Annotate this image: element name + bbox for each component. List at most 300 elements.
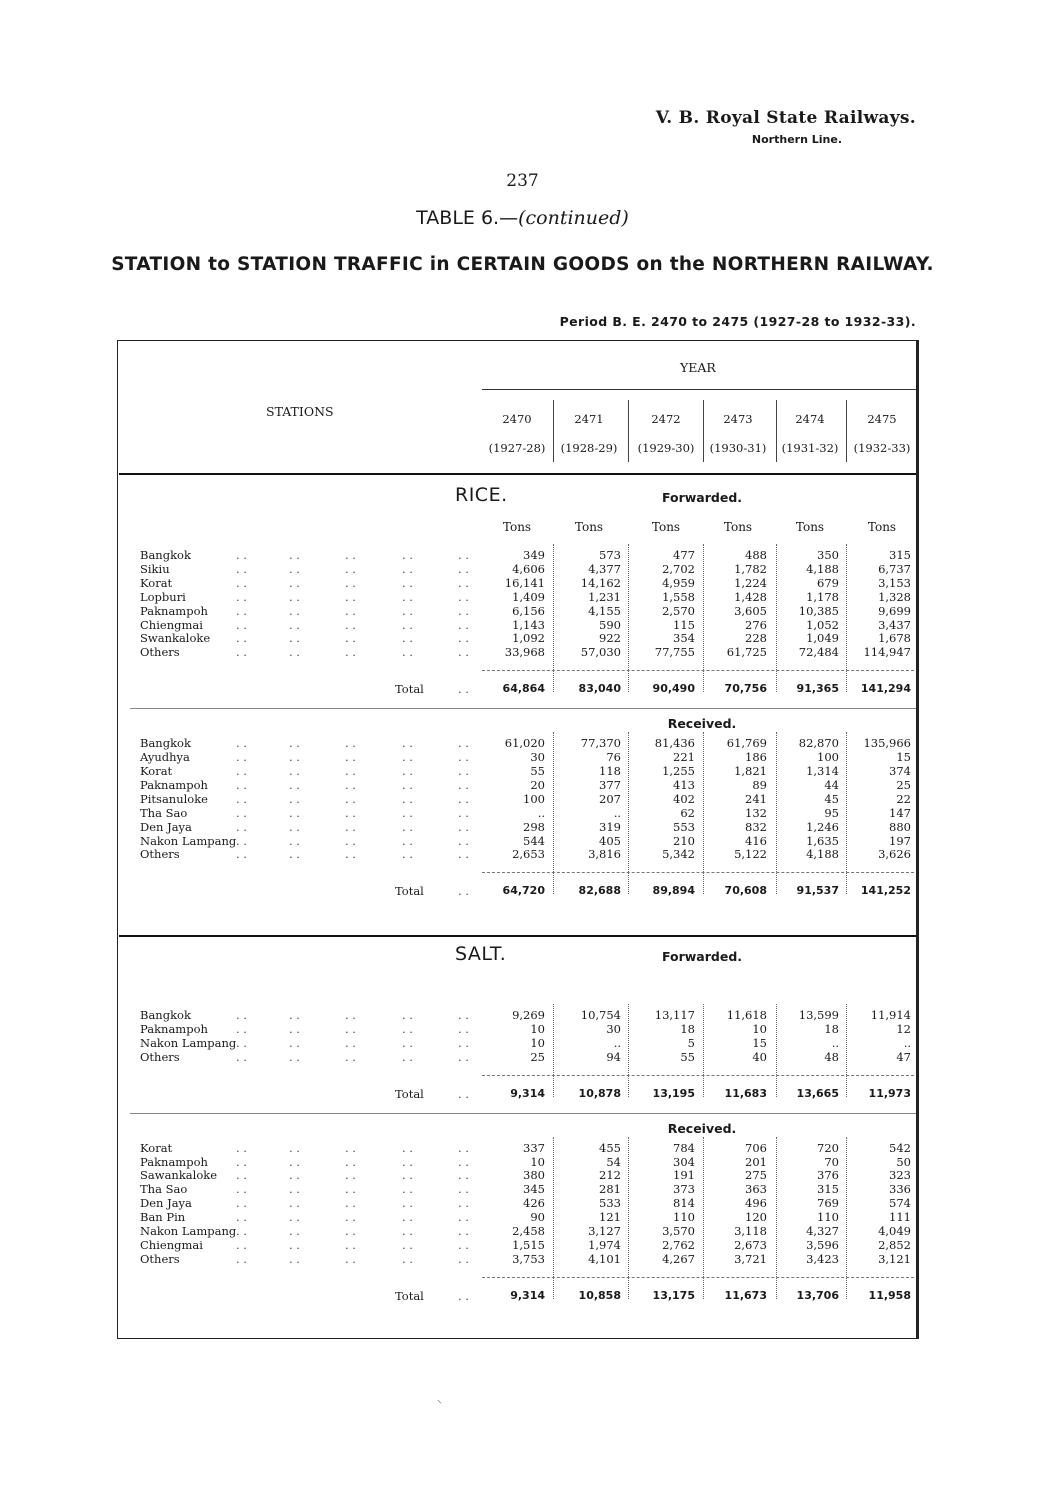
leader-dots: . . <box>402 736 413 751</box>
leader-dots: . . <box>236 1035 247 1050</box>
leader-dots: . . <box>458 1210 469 1225</box>
table-cell: 25 <box>896 777 911 792</box>
table-cell: 405 <box>599 833 621 848</box>
column-rule <box>776 732 777 894</box>
leader-dots: . . <box>289 1168 300 1183</box>
table-cell: 1,821 <box>734 764 767 778</box>
station-name: Lopburi <box>140 589 186 604</box>
table-cell: 90 <box>530 1210 545 1225</box>
station-name: Den Jaya <box>140 819 192 834</box>
total-cell: 11,683 <box>724 1086 767 1100</box>
table-cell: 201 <box>745 1154 767 1169</box>
total-cell: 9,314 <box>510 1086 545 1100</box>
leader-dots: . . <box>402 791 413 806</box>
table-cell: 4,377 <box>588 561 621 576</box>
station-name: Korat <box>140 1140 173 1155</box>
leader-dots: . . <box>236 575 247 590</box>
unit-label: Tons <box>574 520 604 534</box>
column-rule <box>628 544 629 692</box>
table-cell: 5,342 <box>662 847 695 862</box>
table-cell: 350 <box>817 548 839 562</box>
table-cell: 276 <box>745 617 767 632</box>
table-cell: 553 <box>673 819 695 834</box>
table-cell: 1,782 <box>734 561 767 576</box>
table-cell: 1,558 <box>662 589 695 604</box>
table-cell: 1,052 <box>806 617 839 632</box>
page-number: 237 <box>506 171 539 191</box>
year-ce-label: (1927-28) <box>488 441 546 455</box>
table-cell: 2,458 <box>512 1224 545 1238</box>
table-cell: 25 <box>530 1049 545 1064</box>
leader-dots: . . <box>345 1251 356 1266</box>
total-label: Total <box>395 682 424 697</box>
table-cell: 4,155 <box>588 603 621 618</box>
total-cell: 64,720 <box>502 884 545 898</box>
table-cell: 336 <box>889 1182 911 1197</box>
table-cell: 18 <box>680 1021 695 1036</box>
table-cell: 315 <box>817 1182 839 1197</box>
station-name: Korat <box>140 764 173 778</box>
table-row <box>0 736 1040 750</box>
table-cell: 11,618 <box>726 1008 767 1022</box>
leader-dots: . . <box>402 1237 413 1252</box>
leader-dots: . . <box>458 1224 469 1238</box>
table-row <box>0 1210 1040 1224</box>
table-cell: 147 <box>889 805 911 820</box>
leader-dots: . . <box>402 548 413 562</box>
table-heading-suffix: (continued) <box>518 207 629 229</box>
station-name: Swankaloke <box>140 631 211 646</box>
table-cell: 212 <box>599 1168 621 1183</box>
table-cell: 110 <box>817 1210 839 1225</box>
leader-dots: . . <box>236 1021 247 1036</box>
table-cell: 337 <box>523 1140 545 1155</box>
leader-dots: . . <box>236 833 247 848</box>
table-cell: 880 <box>889 819 911 834</box>
leader-dots: . . <box>345 1210 356 1225</box>
table-heading <box>0 207 1040 229</box>
table-cell: 18 <box>824 1021 839 1036</box>
leader-dots: . . <box>458 589 469 604</box>
table-cell: 3,570 <box>662 1224 695 1238</box>
leader-dots: . . <box>458 884 469 899</box>
table-row <box>0 1238 1040 1252</box>
leader-dots: . . <box>458 603 469 618</box>
leader-dots: . . <box>402 1224 413 1238</box>
year-column-rule <box>776 400 777 462</box>
table-row <box>0 750 1040 764</box>
block-divider <box>130 1113 916 1114</box>
table-cell: 1,314 <box>806 764 839 778</box>
table-cell: 2,653 <box>512 847 545 862</box>
table-cell: 221 <box>673 750 695 765</box>
table-cell: 4,049 <box>878 1224 911 1238</box>
leader-dots: . . <box>345 589 356 604</box>
table-cell: 6,156 <box>512 603 545 618</box>
table-cell: 10,754 <box>580 1008 621 1022</box>
leader-dots: . . <box>458 777 469 792</box>
direction-label: Received. <box>667 716 737 732</box>
table-row <box>0 618 1040 632</box>
leader-dots: . . <box>236 1251 247 1266</box>
leader-dots: . . <box>289 736 300 751</box>
table-cell: 228 <box>745 631 767 646</box>
table-row <box>0 1196 1040 1210</box>
table-cell: 20 <box>530 777 545 792</box>
commodity-label: RICE. <box>455 484 508 506</box>
leader-dots: . . <box>236 1140 247 1155</box>
table-cell: 77,755 <box>654 645 695 660</box>
railway-title: V. B. Royal State Railways. <box>655 108 916 128</box>
table-cell: 2,762 <box>662 1237 695 1252</box>
table-cell: 4,327 <box>806 1224 839 1238</box>
leader-dots: . . <box>236 1237 247 1252</box>
table-cell: 2,702 <box>662 561 695 576</box>
station-name: Pitsanuloke <box>140 791 208 806</box>
column-rule <box>703 1137 704 1299</box>
leader-dots: . . <box>236 1210 247 1225</box>
commodity-label: SALT. <box>455 943 507 965</box>
year-header: YEAR <box>680 360 716 375</box>
table-cell: 100 <box>523 791 545 806</box>
table-cell: 82,870 <box>798 736 839 751</box>
table-cell: 374 <box>889 764 911 778</box>
leader-dots: . . <box>289 819 300 834</box>
table-cell: 832 <box>745 819 767 834</box>
table-cell: 544 <box>523 833 545 848</box>
table-cell: 3,118 <box>734 1224 767 1238</box>
table-cell: 44 <box>824 777 839 792</box>
table-cell: 30 <box>606 1021 621 1036</box>
total-cell: 141,294 <box>860 682 911 696</box>
table-cell: 94 <box>606 1049 621 1064</box>
leader-dots: . . <box>402 847 413 862</box>
table-cell: 13,599 <box>798 1008 839 1022</box>
leader-dots: . . <box>458 805 469 820</box>
table-cell: 784 <box>673 1140 695 1155</box>
table-cell: 72,484 <box>798 645 839 660</box>
table-row <box>0 1008 1040 1022</box>
total-label: Total <box>395 1288 424 1303</box>
table-row <box>0 645 1040 659</box>
leader-dots: . . <box>345 1224 356 1238</box>
table-cell: 120 <box>745 1210 767 1225</box>
table-cell: 4,606 <box>512 561 545 576</box>
leader-dots: . . <box>289 750 300 765</box>
station-name: Paknampoh <box>140 603 208 618</box>
year-ce-label: (1929-30) <box>637 441 695 455</box>
table-cell: 1,428 <box>734 589 767 604</box>
total-rule <box>482 1075 914 1076</box>
header-bottom-rule <box>119 473 916 475</box>
leader-dots: . . <box>458 819 469 834</box>
total-cell: 91,537 <box>796 884 839 898</box>
table-row <box>0 1168 1040 1182</box>
column-rule <box>628 1137 629 1299</box>
station-name: Nakon Lampang <box>140 833 237 848</box>
leader-dots: . . <box>458 833 469 848</box>
leader-dots: . . <box>345 603 356 618</box>
year-ce-label: (1928-29) <box>560 441 618 455</box>
leader-dots: . . <box>236 561 247 576</box>
table-row <box>0 631 1040 645</box>
table-cell: 14,162 <box>580 575 621 590</box>
leader-dots: . . <box>345 548 356 562</box>
unit-label: Tons <box>867 520 897 534</box>
table-cell: 207 <box>599 791 621 806</box>
leader-dots: . . <box>458 1086 469 1101</box>
leader-dots: . . <box>236 617 247 632</box>
total-label: Total <box>395 884 424 899</box>
table-cell: 2,852 <box>878 1237 911 1252</box>
table-cell: 1,049 <box>806 631 839 646</box>
table-row <box>0 1036 1040 1050</box>
total-label: Total <box>395 1086 424 1101</box>
leader-dots: . . <box>236 1224 247 1238</box>
leader-dots: . . <box>345 1049 356 1064</box>
table-cell: 132 <box>745 805 767 820</box>
table-cell: 55 <box>530 764 545 778</box>
leader-dots: . . <box>402 777 413 792</box>
table-cell: 413 <box>673 777 695 792</box>
table-cell: 4,101 <box>588 1251 621 1266</box>
year-ce-label: (1930-31) <box>709 441 767 455</box>
station-name: Paknampoh <box>140 1021 208 1036</box>
leader-dots: . . <box>236 777 247 792</box>
total-rule <box>482 1277 914 1278</box>
leader-dots: . . <box>236 1168 247 1183</box>
leader-dots: . . <box>289 1035 300 1050</box>
leader-dots: . . <box>289 603 300 618</box>
leader-dots: . . <box>458 1237 469 1252</box>
station-name: Nakon Lampang <box>140 1224 237 1238</box>
leader-dots: . . <box>458 1288 469 1303</box>
total-cell: 10,858 <box>578 1288 621 1302</box>
leader-dots: . . <box>345 805 356 820</box>
table-cell: 574 <box>889 1196 911 1211</box>
table-cell: 12 <box>896 1021 911 1036</box>
table-cell: 402 <box>673 791 695 806</box>
unit-label: Tons <box>651 520 681 534</box>
table-cell: 281 <box>599 1182 621 1197</box>
leader-dots: . . <box>458 631 469 646</box>
table-cell: .. <box>537 805 545 820</box>
column-rule <box>703 732 704 894</box>
table-row <box>0 548 1040 562</box>
leader-dots: . . <box>402 819 413 834</box>
table-cell: 426 <box>523 1196 545 1211</box>
table-cell: 319 <box>599 819 621 834</box>
table-cell: 679 <box>817 575 839 590</box>
leader-dots: . . <box>345 1021 356 1036</box>
table-cell: 354 <box>673 631 695 646</box>
stations-header: STATIONS <box>266 404 334 419</box>
table-row <box>0 1155 1040 1169</box>
table-cell: 57,030 <box>580 645 621 660</box>
station-name: Chiengmai <box>140 1237 203 1252</box>
leader-dots: . . <box>458 1196 469 1211</box>
station-name: Paknampoh <box>140 777 208 792</box>
table-cell: .. <box>613 1035 621 1050</box>
total-cell: 9,314 <box>510 1288 545 1302</box>
period-label: Period B. E. 2470 to 2475 (1927-28 to 1932-33). <box>559 314 916 329</box>
total-cell: 13,195 <box>652 1086 695 1100</box>
table-cell: 118 <box>599 764 621 778</box>
table-cell: 61,020 <box>504 736 545 751</box>
total-cell: 64,864 <box>502 682 545 696</box>
table-cell: 275 <box>745 1168 767 1183</box>
station-name: Sawankaloke <box>140 1168 218 1183</box>
leader-dots: . . <box>236 1049 247 1064</box>
leader-dots: . . <box>289 1224 300 1238</box>
table-row <box>0 562 1040 576</box>
leader-dots: . . <box>289 833 300 848</box>
column-rule <box>628 732 629 894</box>
leader-dots: . . <box>345 777 356 792</box>
table-row <box>0 1141 1040 1155</box>
table-row <box>0 820 1040 834</box>
column-rule <box>553 544 554 692</box>
total-cell: 70,608 <box>724 884 767 898</box>
table-cell: 323 <box>889 1168 911 1183</box>
table-row <box>0 834 1040 848</box>
leader-dots: . . <box>458 1140 469 1155</box>
table-cell: 5,122 <box>734 847 767 862</box>
direction-label: Received. <box>667 1120 737 1136</box>
leader-dots: . . <box>345 1237 356 1252</box>
leader-dots: . . <box>458 1182 469 1197</box>
table-cell: 9,699 <box>878 603 911 618</box>
leader-dots: . . <box>345 645 356 660</box>
table-cell: 533 <box>599 1196 621 1211</box>
total-cell: 83,040 <box>578 682 621 696</box>
table-row <box>0 778 1040 792</box>
table-cell: 416 <box>745 833 767 848</box>
leader-dots: . . <box>236 847 247 862</box>
leader-dots: . . <box>402 617 413 632</box>
leader-dots: . . <box>458 1168 469 1183</box>
column-rule <box>553 1004 554 1097</box>
leader-dots: . . <box>345 1140 356 1155</box>
year-column-rule <box>703 400 704 462</box>
leader-dots: . . <box>289 1237 300 1252</box>
table-cell: 573 <box>599 548 621 562</box>
table-cell: 1,246 <box>806 819 839 834</box>
table-cell: 114,947 <box>863 645 911 660</box>
year-be-label: 2473 <box>723 412 753 426</box>
total-cell: 10,878 <box>578 1086 621 1100</box>
table-cell: 62 <box>680 805 695 820</box>
table-cell: 111 <box>889 1210 911 1225</box>
table-cell: 4,959 <box>662 575 695 590</box>
table-cell: 363 <box>745 1182 767 1197</box>
table-row <box>0 1252 1040 1266</box>
table-cell: 3,753 <box>512 1251 545 1266</box>
table-cell: 345 <box>523 1182 545 1197</box>
leader-dots: . . <box>345 764 356 778</box>
table-cell: 241 <box>745 791 767 806</box>
leader-dots: . . <box>289 777 300 792</box>
leader-dots: . . <box>402 589 413 604</box>
leader-dots: . . <box>289 847 300 862</box>
table-cell: 95 <box>824 805 839 820</box>
leader-dots: . . <box>402 833 413 848</box>
table-cell: 10,385 <box>798 603 839 618</box>
table-cell: 50 <box>896 1154 911 1169</box>
leader-dots: . . <box>236 764 247 778</box>
table-cell: 6,737 <box>878 561 911 576</box>
table-cell: 10 <box>530 1154 545 1169</box>
table-row <box>0 576 1040 590</box>
leader-dots: . . <box>345 819 356 834</box>
table-cell: 135,966 <box>863 736 911 751</box>
leader-dots: . . <box>402 805 413 820</box>
leader-dots: . . <box>236 805 247 820</box>
table-cell: 110 <box>673 1210 695 1225</box>
station-name: Ban Pin <box>140 1210 186 1225</box>
leader-dots: . . <box>458 764 469 778</box>
table-cell: 3,596 <box>806 1237 839 1252</box>
leader-dots: . . <box>402 1196 413 1211</box>
leader-dots: . . <box>289 645 300 660</box>
leader-dots: . . <box>236 1154 247 1169</box>
table-cell: 455 <box>599 1140 621 1155</box>
leader-dots: . . <box>345 561 356 576</box>
leader-dots: . . <box>345 575 356 590</box>
table-cell: 1,255 <box>662 764 695 778</box>
leader-dots: . . <box>289 1251 300 1266</box>
table-row <box>0 806 1040 820</box>
table-cell: 40 <box>752 1049 767 1064</box>
table-cell: 33,968 <box>504 645 545 660</box>
total-row <box>0 1087 1040 1101</box>
total-cell: 13,175 <box>652 1288 695 1302</box>
leader-dots: . . <box>345 736 356 751</box>
table-cell: 2,673 <box>734 1237 767 1252</box>
leader-dots: . . <box>458 1049 469 1064</box>
year-be-label: 2470 <box>502 412 532 426</box>
leader-dots: . . <box>458 645 469 660</box>
station-name: Others <box>140 1049 180 1064</box>
leader-dots: . . <box>289 631 300 646</box>
table-cell: 3,153 <box>878 575 911 590</box>
leader-dots: . . <box>402 1021 413 1036</box>
table-cell: 377 <box>599 777 621 792</box>
table-row <box>0 847 1040 861</box>
column-rule <box>628 1004 629 1097</box>
table-cell: 210 <box>673 833 695 848</box>
table-row <box>0 764 1040 778</box>
column-rule <box>553 732 554 894</box>
leader-dots: . . <box>402 1008 413 1022</box>
table-heading-prefix: TABLE 6.— <box>416 207 519 229</box>
station-name: Nakon Lampang <box>140 1035 237 1050</box>
table-cell: 16,141 <box>504 575 545 590</box>
table-cell: 4,267 <box>662 1251 695 1266</box>
table-cell: 477 <box>673 548 695 562</box>
station-name: Others <box>140 645 180 660</box>
leader-dots: . . <box>458 1035 469 1050</box>
table-cell: 3,121 <box>878 1251 911 1266</box>
table-cell: 77,370 <box>580 736 621 751</box>
leader-dots: . . <box>458 791 469 806</box>
table-cell: 1,224 <box>734 575 767 590</box>
table-cell: 186 <box>745 750 767 765</box>
leader-dots: . . <box>458 736 469 751</box>
table-cell: 3,127 <box>588 1224 621 1238</box>
table-cell: 2,570 <box>662 603 695 618</box>
station-name: Paknampoh <box>140 1154 208 1169</box>
